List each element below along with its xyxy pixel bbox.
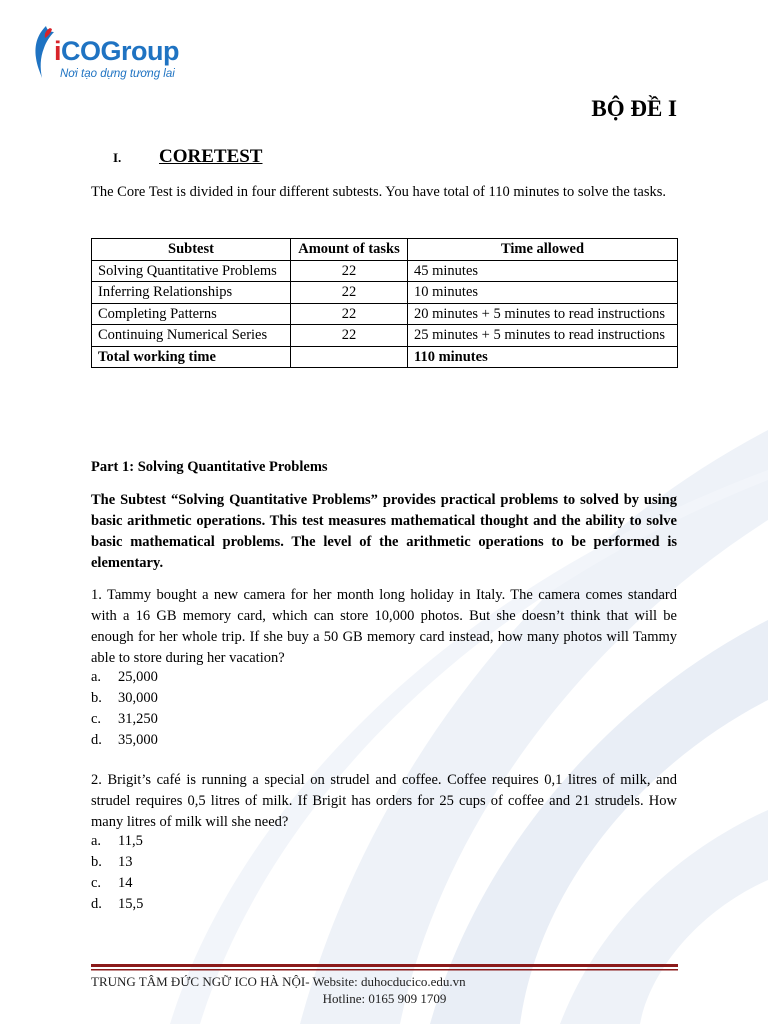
footer-divider bbox=[91, 964, 678, 972]
table-total-row bbox=[92, 346, 678, 368]
table-header-row bbox=[92, 239, 678, 261]
cell-time: 25 minutes + 5 minutes to read instructions bbox=[408, 325, 678, 347]
cell-amount: 22 bbox=[291, 325, 408, 347]
cell-amount: 22 bbox=[291, 282, 408, 304]
section-heading bbox=[113, 146, 262, 168]
footer-hotline: Hotline: 0165 909 1709 bbox=[322, 991, 447, 1006]
footer-center-website: TRUNG TÂM ĐỨC NGỮ ICO HÀ NỘI- Website: duhocducico.edu.vn bbox=[91, 974, 466, 989]
header-subtest: Subtest bbox=[92, 239, 291, 261]
option-item: b. 30,000 bbox=[91, 690, 158, 706]
option-item: b. 13 bbox=[91, 854, 133, 870]
logo-flame-icon bbox=[32, 24, 56, 80]
cell-subtest: Inferring Relationships bbox=[92, 282, 291, 304]
table-row bbox=[92, 303, 678, 325]
header-time: Time allowed bbox=[408, 239, 678, 261]
logo-wordmark: iCOGroup bbox=[54, 36, 180, 66]
part1-title: Part 1: Solving Quantitative Problems bbox=[91, 459, 328, 475]
section-title: CORETEST bbox=[159, 146, 263, 167]
document-title: BỘ ĐỀ I bbox=[591, 96, 677, 121]
cell-time: 45 minutes bbox=[408, 260, 678, 282]
part1-description: The Subtest “Solving Quantitative Problems” provides practical problems to solved by using basic arithmetic operations. This test measures mathematical thought and the ability to solve basic mathematical problems. The level of the arithmetic operations to be performed is elementary. bbox=[91, 492, 677, 571]
option-item: c. 14 bbox=[91, 875, 133, 891]
intro-paragraph: The Core Test is divided in four different subtests. You have total of 110 minutes to solve the tasks. bbox=[91, 184, 667, 200]
cell-time: 10 minutes bbox=[408, 282, 678, 304]
cell-subtest: Continuing Numerical Series bbox=[92, 325, 291, 347]
cell-total-label: Total working time bbox=[92, 346, 291, 368]
question-1-text: 1. Tammy bought a new camera for her month long holiday in Italy. The camera comes standard with a 16 GB memory card, which can store 10,000 photos. But she doesn’t think that will be enough for her whole trip. If she buy a 50 GB memory card instead, how many photos will Tammy able to store during her vacation? bbox=[91, 587, 677, 666]
cell-time: 20 minutes + 5 minutes to read instructions bbox=[408, 303, 678, 325]
option-item: d. 35,000 bbox=[91, 732, 158, 748]
cell-amount: 22 bbox=[291, 303, 408, 325]
header-amount: Amount of tasks bbox=[291, 239, 408, 261]
cell-subtest: Solving Quantitative Problems bbox=[92, 260, 291, 282]
subtest-table bbox=[91, 238, 678, 368]
table-row bbox=[92, 325, 678, 347]
page-footer bbox=[91, 973, 678, 1007]
question-1-options bbox=[91, 667, 158, 751]
ico-group-logo bbox=[32, 22, 192, 86]
question-2-text: 2. Brigit’s café is running a special on strudel and coffee. Coffee requires 0,1 litres of milk, and strudel requires 0,5 litres of milk. If Brigit has orders for 25 cups of coffee and 21 strudels. How many litres of milk will she need? bbox=[91, 772, 677, 830]
option-item: a. 25,000 bbox=[91, 669, 158, 685]
cell-total-amount bbox=[291, 346, 408, 368]
logo-tagline: Nơi tạo dựng tương lai bbox=[60, 68, 175, 80]
table-row bbox=[92, 260, 678, 282]
option-item: c. 31,250 bbox=[91, 711, 158, 727]
option-item: a. 11,5 bbox=[91, 833, 143, 849]
cell-subtest: Completing Patterns bbox=[92, 303, 291, 325]
option-item: d. 15,5 bbox=[91, 896, 144, 912]
section-number: I. bbox=[113, 150, 122, 165]
cell-total-time: 110 minutes bbox=[408, 346, 678, 368]
table-row bbox=[92, 282, 678, 304]
question-2-options bbox=[91, 831, 143, 915]
cell-amount: 22 bbox=[291, 260, 408, 282]
